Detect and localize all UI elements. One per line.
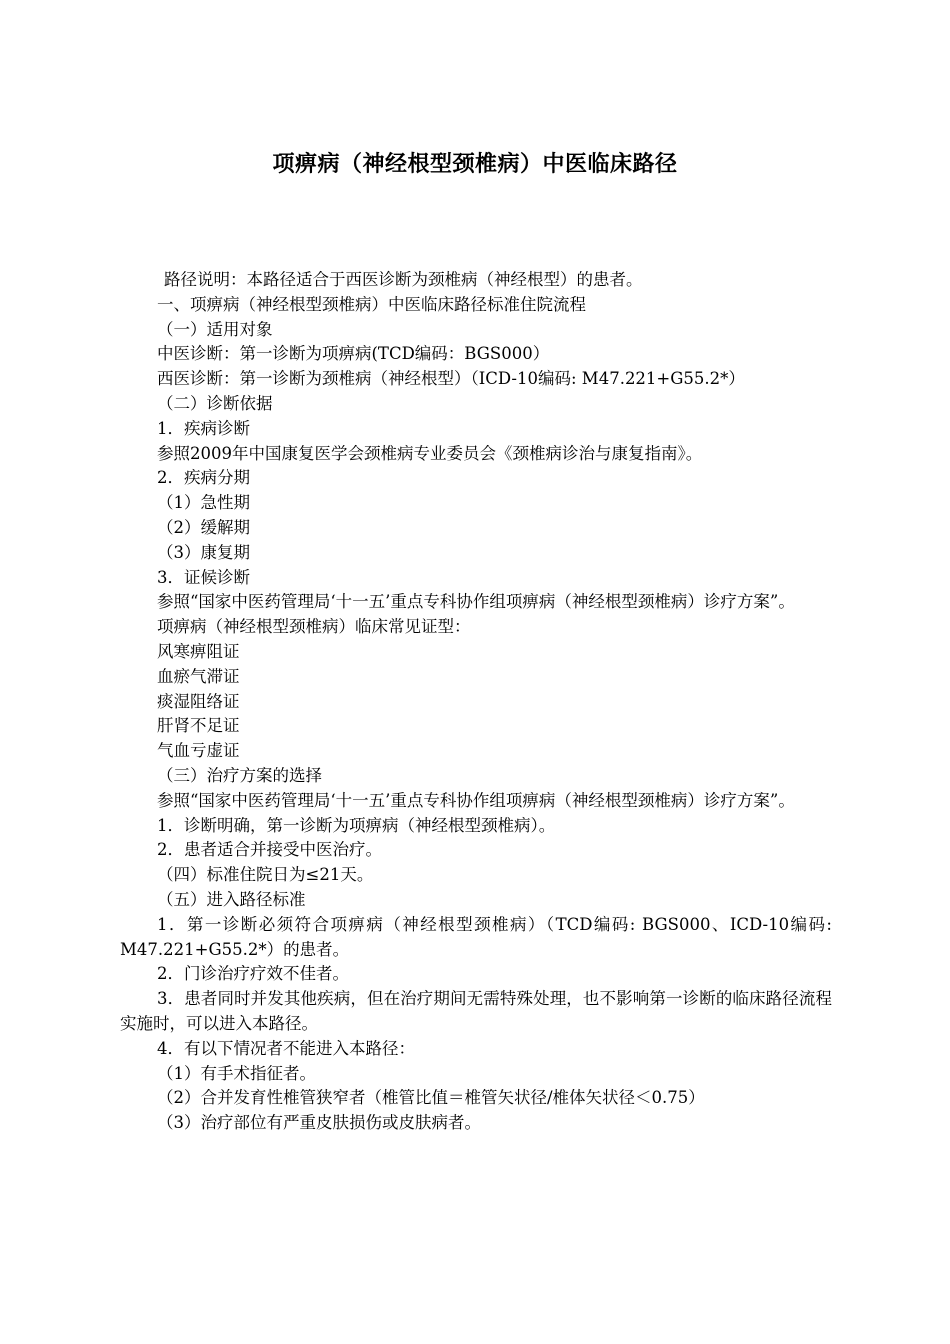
subsection-heading: （二）诊断依据 bbox=[157, 393, 273, 413]
list-item: 3．患者同时并发其他疾病，但在治疗期间无需特殊处理，也不影响第一诊断的临床路径流程实施时，可以进入本路径。 bbox=[120, 989, 832, 1033]
list-item: 1．疾病诊断 bbox=[157, 418, 250, 438]
list-item: （1）急性期 bbox=[157, 493, 250, 513]
document-title: 项痹病（神经根型颈椎病）中医临床路径 bbox=[272, 151, 678, 177]
paragraph: 西医诊断：第一诊断为颈椎病（神经根型）（ICD-10编码: M47.221+G55.2*） bbox=[157, 369, 745, 389]
list-item: 4．有以下情况者不能进入本路径： bbox=[157, 1038, 415, 1058]
list-item: 血瘀气滞证 bbox=[157, 666, 240, 686]
list-item: 2．疾病分期 bbox=[157, 468, 250, 488]
list-item: 风寒痹阻证 bbox=[157, 641, 240, 661]
paragraph: 中医诊断：第一诊断为项痹病(TCD编码：BGS000） bbox=[157, 344, 550, 364]
list-item: （2）合并发育性椎管狭窄者（椎管比值＝椎管矢状径/椎体矢状径＜0.75） bbox=[157, 1088, 705, 1108]
subsection-heading: （三）治疗方案的选择 bbox=[157, 765, 322, 785]
list-item: （3）康复期 bbox=[157, 542, 250, 562]
list-item: （3）治疗部位有严重皮肤损伤或皮肤病者。 bbox=[157, 1113, 481, 1133]
list-item: 肝肾不足证 bbox=[157, 716, 240, 736]
paragraph: 参照2009年中国康复医学会颈椎病专业委员会《颈椎病诊治与康复指南》。 bbox=[157, 443, 703, 463]
list-item: 气血亏虚证 bbox=[157, 741, 240, 761]
list-item: （2）缓解期 bbox=[157, 517, 250, 537]
list-item: 2．门诊治疗疗效不佳者。 bbox=[157, 964, 349, 984]
document-body bbox=[120, 268, 832, 1136]
subsection-heading: （一）适用对象 bbox=[157, 319, 273, 339]
subsection-heading: （四）标准住院日为≤21天。 bbox=[157, 865, 374, 885]
subsection-heading: （五）进入路径标准 bbox=[157, 889, 306, 909]
paragraph-path-note: 路径说明：本路径适合于西医诊断为颈椎病（神经根型）的患者。 bbox=[164, 270, 643, 289]
list-item: 2．患者适合并接受中医治疗。 bbox=[157, 840, 382, 860]
list-item: （1）有手术指征者。 bbox=[157, 1063, 316, 1083]
paragraph: 参照“国家中医药管理局‘十一五’重点专科协作组项痹病（神经根型颈椎病）诊疗方案”。 bbox=[157, 592, 795, 612]
paragraph: 参照“国家中医药管理局‘十一五’重点专科协作组项痹病（神经根型颈椎病）诊疗方案”。 bbox=[157, 790, 795, 810]
paragraph: 项痹病（神经根型颈椎病）临床常见证型： bbox=[157, 617, 471, 637]
section-heading-1: 一、项痹病（神经根型颈椎病）中医临床路径标准住院流程 bbox=[157, 294, 586, 314]
list-item: 1．第一诊断必须符合项痹病（神经根型颈椎病）（TCD编码: BGS000、ICD-10编码: M47.221+G55.2*）的患者。 bbox=[120, 914, 832, 959]
list-item: 痰湿阻络证 bbox=[157, 691, 240, 711]
list-item: 3．证候诊断 bbox=[157, 567, 250, 587]
list-item: 1．诊断明确，第一诊断为项痹病（神经根型颈椎病）。 bbox=[157, 815, 556, 835]
